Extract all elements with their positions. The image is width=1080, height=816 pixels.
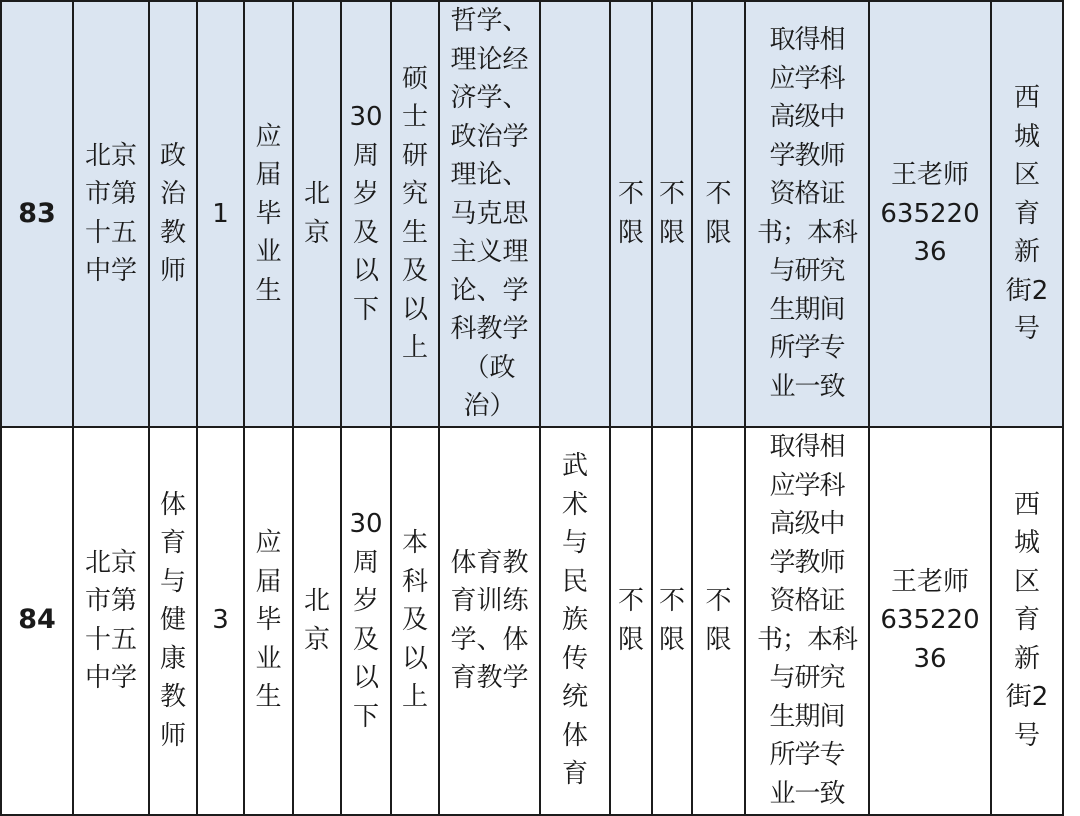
other-requirements: 取得相 应学科 高级中 学教师 资格证 书；本科 与研究 生期间 所学专 业一致 — [745, 1, 869, 427]
candidate-status: 应 届 毕 业 生 — [244, 1, 293, 427]
education-requirement: 硕 士 研 究 生 及 以 上 — [391, 1, 439, 427]
requirement-unrestricted-b: 不 限 — [652, 427, 692, 815]
undergraduate-major — [540, 1, 610, 427]
position-name: 体 育 与 健 康 教 师 — [149, 427, 197, 815]
graduate-major: 哲学、 理论经 济学、 政治学 理论、 马克思 主义理 论、学 科教学 （政 治） — [439, 1, 540, 427]
hiring-unit: 北京 市第 十五 中学 — [73, 427, 149, 815]
table-row — [1, 427, 1063, 815]
contact-info: 王老师 635220 36 — [869, 427, 991, 815]
address: 西 城 区 育 新 街2 号 — [991, 427, 1063, 815]
undergraduate-major: 武 术 与 民 族 传 统 体 育 — [540, 427, 610, 815]
contact-info: 王老师 635220 36 — [869, 1, 991, 427]
row-number: 83 — [1, 1, 73, 427]
position-name: 政 治 教 师 — [149, 1, 197, 427]
address: 西 城 区 育 新 街2 号 — [991, 1, 1063, 427]
hukou-requirement: 北 京 — [293, 1, 341, 427]
hiring-unit: 北京 市第 十五 中学 — [73, 1, 149, 427]
other-requirements: 取得相 应学科 高级中 学教师 资格证 书；本科 与研究 生期间 所学专 业一致 — [745, 427, 869, 815]
hukou-requirement: 北 京 — [293, 427, 341, 815]
requirement-unrestricted-b: 不 限 — [652, 1, 692, 427]
requirement-unrestricted-a: 不 限 — [610, 427, 652, 815]
table-row — [1, 1, 1063, 427]
age-requirement: 30 周 岁 及 以 下 — [341, 1, 391, 427]
requirement-unrestricted-c: 不 限 — [692, 427, 745, 815]
education-requirement: 本 科 及 以 上 — [391, 427, 439, 815]
requirement-unrestricted-a: 不 限 — [610, 1, 652, 427]
age-requirement: 30 周 岁 及 以 下 — [341, 427, 391, 815]
requirement-unrestricted-c: 不 限 — [692, 1, 745, 427]
hiring-count: 1 — [197, 1, 244, 427]
candidate-status: 应 届 毕 业 生 — [244, 427, 293, 815]
row-number: 84 — [1, 427, 73, 815]
hiring-count: 3 — [197, 427, 244, 815]
graduate-major: 体育教 育训练 学、体 育教学 — [439, 427, 540, 815]
